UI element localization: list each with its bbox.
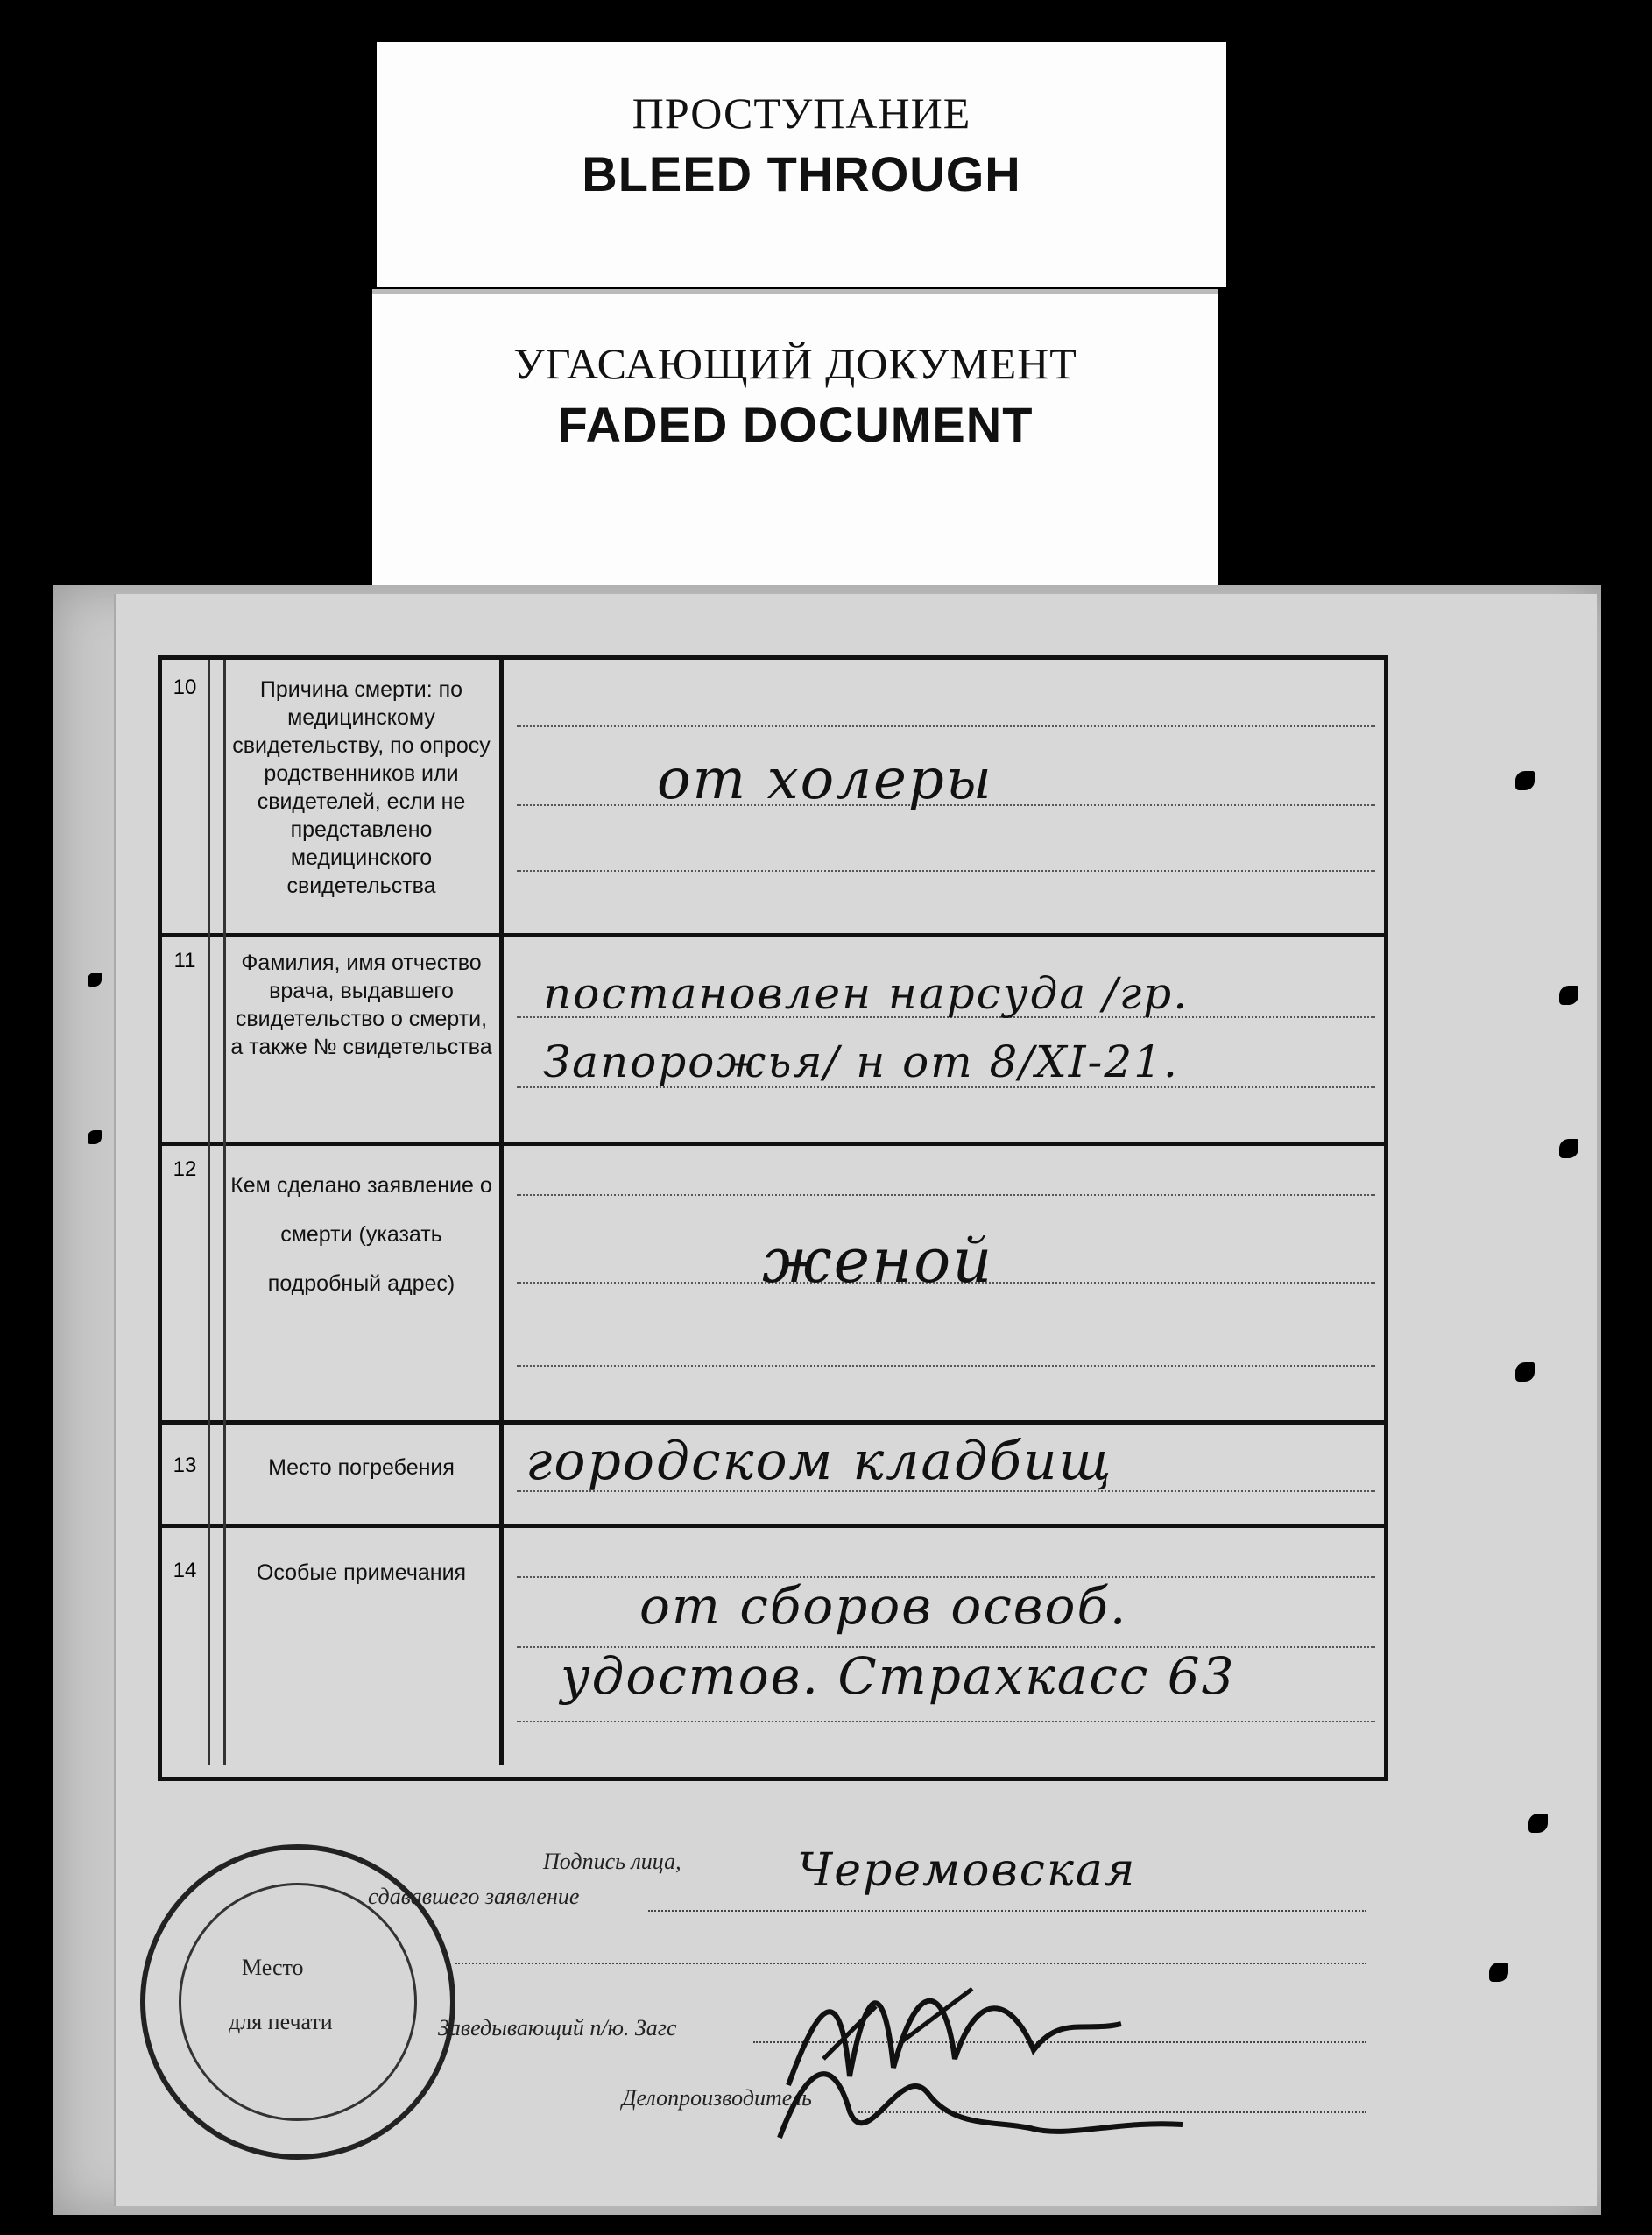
- row-label-cause-of-death: Причина смерти: по медицинскому свидетельству, по опросу родственников или свидетелей, если не представлено медицинского свидетельства: [223, 660, 504, 933]
- row-label-burial-place: Место погребения: [223, 1420, 504, 1524]
- punch-hole-7: [88, 973, 102, 987]
- row-value-declarant: [508, 1142, 1384, 1420]
- row-number: 12: [162, 1142, 210, 1420]
- handwritten-notes-line1: от сборов освоб.: [639, 1576, 1128, 1636]
- bleed-through-notice: [377, 42, 1226, 287]
- faded-document-notice: [372, 289, 1218, 591]
- punch-hole-3: [1559, 1139, 1578, 1158]
- faded-document-ru: УГАСАЮЩИЙ ДОКУМЕНТ: [513, 339, 1077, 388]
- form-row-13: [162, 1420, 1384, 1528]
- form-row-11: [162, 933, 1384, 1146]
- row-value-cause-of-death: [508, 660, 1384, 933]
- punch-hole-1: [1515, 771, 1535, 790]
- form-row-10: [162, 660, 1384, 937]
- bleed-through-ru: ПРОСТУПАНИЕ: [632, 88, 971, 138]
- punch-hole-6: [1489, 1963, 1508, 1982]
- handwritten-signer: Черемовская: [797, 1844, 1137, 1897]
- row-value-doctor: [508, 933, 1384, 1142]
- form-row-12: [162, 1142, 1384, 1425]
- row-label-declarant: Кем сделано заявление о смерти (указать подробный адрес): [223, 1142, 504, 1420]
- signer-label-line1: Подпись лица,: [543, 1849, 681, 1874]
- row-value-burial-place: [508, 1420, 1384, 1524]
- stamp-place-label-1: Место: [242, 1955, 304, 1980]
- row-label-notes: Особые примечания: [223, 1524, 504, 1765]
- death-record-form: [158, 655, 1388, 1781]
- clerk-signature: [771, 2033, 1191, 2164]
- handwritten-doctor: постановлен нарсуда /гр. Запорожья/ н от 8/XI-21.: [543, 968, 1190, 1087]
- punch-hole-4: [1515, 1362, 1535, 1382]
- form-row-14: [162, 1524, 1384, 1765]
- signer-label-line2: сдававшего заявление: [368, 1884, 580, 1909]
- row-number: 11: [162, 933, 210, 1142]
- punch-hole-5: [1528, 1814, 1548, 1833]
- faded-document-en: FADED DOCUMENT: [557, 397, 1034, 452]
- punch-hole-2: [1559, 986, 1578, 1005]
- bleed-through-en: BLEED THROUGH: [582, 146, 1021, 202]
- handwritten-notes-line2: удостов. Страхкасс 63: [561, 1646, 1236, 1706]
- clerk-label: Делопроизводитель: [622, 2085, 812, 2111]
- punch-hole-8: [88, 1130, 102, 1144]
- handwritten-burial-place: городском кладбищ: [526, 1431, 1113, 1492]
- row-number: 10: [162, 660, 210, 933]
- official-seal: [140, 1844, 455, 2160]
- stamp-place-label-2: для печати: [229, 2009, 333, 2034]
- handwritten-cause: от холеры: [657, 747, 993, 812]
- registrar-label: Заведывающий п/ю. Загс: [438, 2015, 677, 2040]
- handwritten-declarant: женой: [762, 1225, 994, 1297]
- row-label-doctor: Фамилия, имя отчество врача, выдавшего свидетельство о смерти, а также № свидетельства: [223, 933, 504, 1142]
- row-number: 14: [162, 1524, 210, 1765]
- row-value-notes: [508, 1524, 1384, 1765]
- row-number: 13: [162, 1420, 210, 1524]
